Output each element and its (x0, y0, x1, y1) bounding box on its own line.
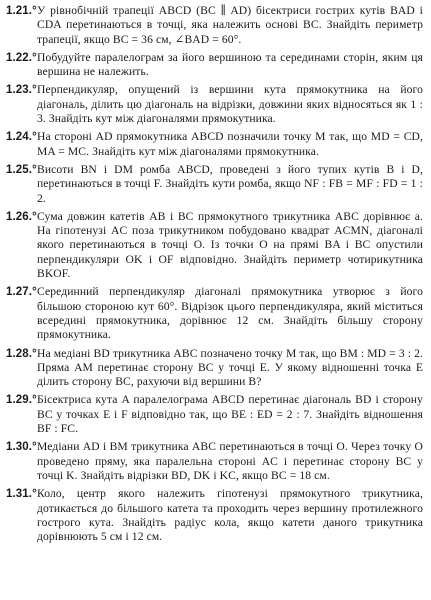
problem-number: 1.21.° (6, 5, 37, 17)
problem-text: Бісектриса кута A паралелограма ABCD перетинає діагональ BD і сторону BC у точках E і F відповідно так, що BE : ED = 2 : 7. Знайдіть відношення BF : FC. (37, 393, 423, 436)
problem-text: Побудуйте паралелограм за його вершиною та серединами сторін, яким ця вершина не належить. (37, 50, 423, 79)
problem-number: 1.28.° (6, 347, 37, 360)
problem-text: Висоти BN і DM ромба ABCD, проведені з його тупих кутів B і D, перетинаються в точці F. Знайдіть кути ромба, якщо NF : FB = MF : FD = 1 : 2. (37, 162, 423, 205)
problem-text: На стороні AD прямокутника ABCD позначили точку M так, що MD = CD, MA = MC. Знайдіть кут між діагоналями прямокутника. (37, 130, 423, 158)
problem-1-28 (6, 347, 423, 390)
problem-number: 1.22.° (6, 51, 37, 64)
problem-1-23 (6, 83, 423, 126)
problem-number: 1.24.° (6, 131, 37, 144)
problem-number: 1.25.° (6, 163, 37, 176)
problem-text: Сума довжин катетів AB і BC прямокутного трикутника ABC дорівнює a. На гіпотенузі AC поза трикутником побудовано квадрат ACMN, діагоналі якого перетинаються в точці O. Із точки O на прямі BA і BC опустили перпендикуляри OK і OF відповідно. Знайдіть периметр чотирикутника BKOF. (37, 209, 423, 281)
problem-number: 1.29.° (6, 394, 37, 407)
problem-number: 1.23.° (6, 84, 37, 97)
problem-number: 1.30.° (6, 441, 37, 454)
problem-text: Перпендикуляр, опущений із вершини кута прямокутника на його діагональ, ділить цю діагональ на відрізки, довжини яких відносяться як 1 : 3. Знайдіть кут між діагоналями прямокутника. (37, 83, 423, 126)
problem-1-27 (6, 285, 423, 342)
problem-number: 1.27.° (6, 286, 37, 299)
problem-text: У рівнобічній трапеції ABCD (BC ∥ AD) бісектриси гострих кутів BAD і CDA перетинаються в точці, яка належить основі BC. Знайдіть периметр трапеції, якщо BC = 36 см, ∠BAD = 60°. (37, 4, 423, 46)
problem-1-29 (6, 393, 423, 436)
problem-1-31 (6, 487, 423, 544)
problem-text: Серединний перпендикуляр діагоналі прямокутника утворює з його більшою стороною кут 60°. Відрізок цього перпендикуляра, який міститься всередині прямокутника, дорівнює 12 см. Знайдіть більшу сторону прямокутника. (37, 285, 423, 342)
problem-1-21 (6, 4, 423, 47)
problem-text: На медіані BD трикутника ABC позначено точку M так, що BM : MD = 3 : 2. Пряма AM перетинає сторону BC у точці E. У якому відношенні точка E ділить сторону BC, рахуючи від вершини B? (37, 346, 423, 389)
problem-text: Коло, центр якого належить гіпотенузі прямокутного трикутника, дотикається до більшого катета та проходить через вершину протилежного гострого кута. Знайдіть радіус кола, якщо катети даного трикутника дорівнюють 5 см і 12 см. (37, 487, 423, 544)
problem-1-24 (6, 130, 423, 159)
problem-number: 1.31.° (6, 488, 37, 501)
problem-1-22 (6, 51, 423, 80)
problem-1-26 (6, 210, 423, 281)
problem-1-30 (6, 440, 423, 483)
problem-number: 1.26.° (6, 210, 37, 223)
problem-1-25 (6, 163, 423, 206)
problem-text: Медіани AD і BM трикутника ABC перетинаються в точці O. Через точку O проведено пряму, яка паралельна стороні AC і перетинає сторону BC у точці K. Знайдіть відрізки BD, DK і KC, якщо BC = 18 см. (37, 440, 423, 482)
